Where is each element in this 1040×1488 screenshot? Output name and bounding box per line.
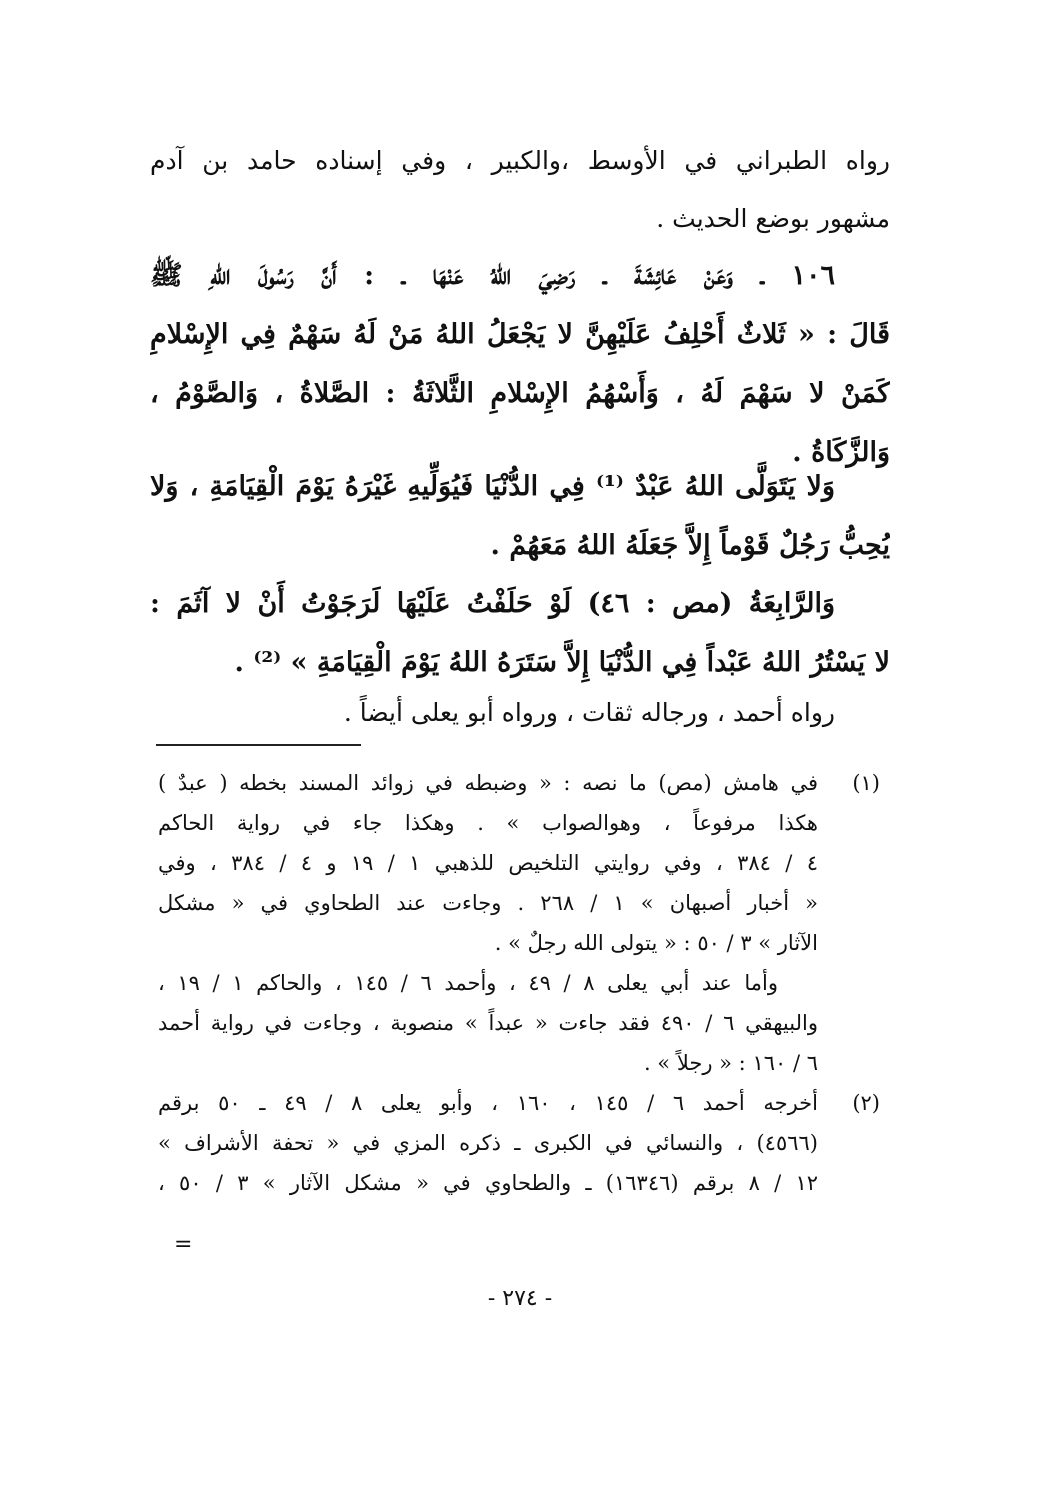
paragraph-source-note	[150, 132, 890, 248]
text-line: مشهور بوضع الحديث .	[656, 204, 890, 233]
footnote-1	[158, 763, 880, 1083]
page-number: - ٢٧٤ -	[487, 1286, 553, 1311]
footnote-line: والبيهقي ٦ / ٤٩٠ فقد جاءت « عبداً » منصوبة ، وجاءت في رواية أحمد	[158, 1011, 818, 1035]
text-line: يُحِبُّ رَجُلٌ قَوْماً إِلاَّ جَعَلَهُ اللهُ مَعَهُمْ .	[490, 530, 890, 561]
footnote-2	[158, 1083, 880, 1203]
footnote-line: وأما عند أبي يعلى ٨ / ٤٩ ، وأحمد ٦ / ١٤٥ ، والحاكم ١ / ١٩ ،	[158, 971, 779, 995]
footnote-line: (٤٥٦٦) ، والنسائي في الكبرى ـ ذكره المزي في « تحفة الأشراف »	[158, 1131, 818, 1155]
footnote-line: الآثار » ٣ / ٥٠ : « يتولى الله رجلٌ » .	[494, 931, 818, 955]
footnote-line: « أخبار أصبهان » ١ / ٢٦٨ . وجاءت عند الطحاوي في « مشكل	[158, 891, 818, 915]
footnote-line: هكذا مرفوعاً ، وهوالصواب » . وهكذا جاء في رواية الحاكم	[158, 811, 818, 835]
footnote-line: ٦ / ١٦٠ : « رجلاً » .	[643, 1051, 818, 1075]
hadith-continuation	[150, 457, 890, 575]
text-line: وَلا يَتَوَلَّى اللهُ عَبْدٌ ⁽¹⁾ فِي الدُّنْيَا فَيُوَلِّيهِ غَيْرَهُ يَوْمَ الْقِيَامَةِ ، وَلا	[150, 471, 835, 502]
text-line: رواه أحمد ، ورجاله ثقات ، ورواه أبو يعلى أيضاً .	[343, 698, 835, 727]
text-line: ١٠٦ ـ وَعَنْ عَائِشَةَ ـ رَضِيَ اللهُ عَنْهَا ـ : أَنَّ رَسُولَ اللهِ ﷺ	[150, 260, 835, 291]
footnote-number: (٢)	[852, 1091, 880, 1115]
hadith-fourth	[150, 574, 890, 692]
footnote-line: أخرجه أحمد ٦ / ١٤٥ ، ١٦٠ ، وأبو يعلى ٨ / ٤٩ ـ ٥٠ برقم	[158, 1091, 818, 1115]
text-line: رواه الطبراني في الأوسط ،والكبير ، وفي إسناده حامد بن آدم	[150, 146, 890, 175]
footnote-number: (١)	[852, 771, 880, 795]
footnote-line: ٤ / ٣٨٤ ، وفي روايتي التلخيص للذهبي ١ / ١٩ و ٤ / ٣٨٤ ، وفي	[158, 851, 818, 875]
text-line: وَالزَّكَاةُ .	[792, 437, 890, 468]
hadith-106	[150, 246, 890, 482]
text-line: قَالَ : « ثَلاثٌ أَحْلِفُ عَلَيْهِنَّ لا يَجْعَلُ اللهُ مَنْ لَهُ سَهْمٌ فِي الإِسْلامِ	[150, 319, 890, 350]
text-line: لا يَسْتُرُ اللهُ عَبْداً فِي الدُّنْيَا إِلاَّ سَتَرَهُ اللهُ يَوْمَ الْقِيَامَةِ » ⁽²⁾ .	[234, 647, 890, 678]
footnotes	[158, 763, 880, 1203]
paragraph-narration	[150, 684, 890, 742]
footnote-line: ١٢ / ٨ برقم (١٦٣٤٦) ـ والطحاوي في « مشكل الآثار » ٣ / ٥٠ ،	[158, 1171, 818, 1195]
footnote-line: في هامش (مص) ما نصه : « وضبطه في زوائد المسند بخطه ( عبدٌ )	[158, 771, 818, 795]
text-line: وَالرَّابِعَةُ (مص : ٤٦) لَوْ حَلَفْتُ عَلَيْهَا لَرَجَوْتُ أَنْ لا آثَمَ :	[150, 588, 835, 619]
footnote-divider	[156, 744, 361, 746]
continuation-mark: =	[174, 1232, 193, 1257]
text-line: كَمَنْ لا سَهْمَ لَهُ ، وَأَسْهُمُ الإِسْلامِ الثَّلاثَةُ : الصَّلاةُ ، وَالصَّوْمُ ،	[150, 378, 890, 409]
